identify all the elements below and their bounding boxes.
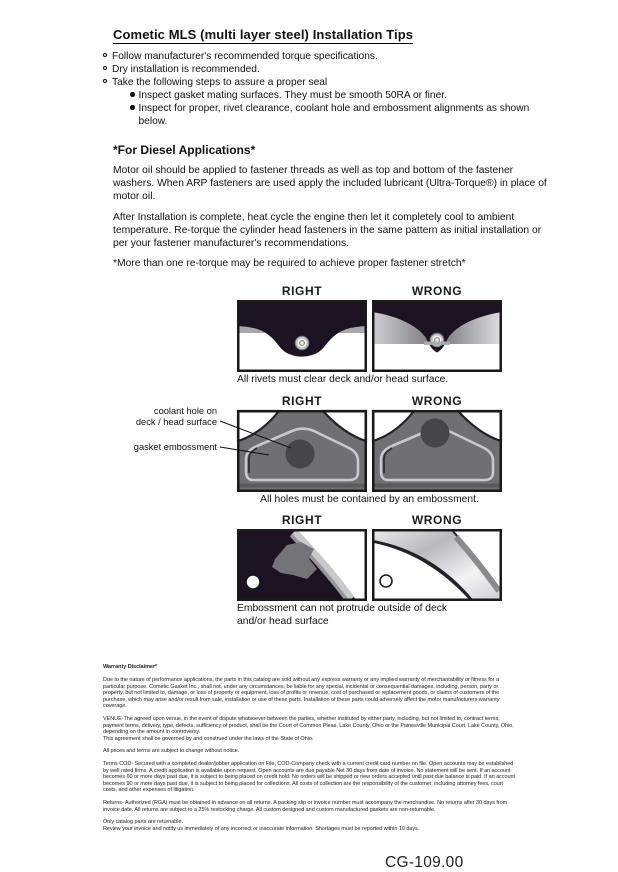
legal-paragraph: Terms COD- Secured with a completed dealer/jobber application on File, COD-Company check with a current credit card number on file. Open accounts may be established by well rated firms. A credit application is available upon request. Open accounts are due payable Net 30 days from date of invoice. No statement will be sent. If an account becomes 60 or more days past due, it is subject to being placed on credit hold. No orders will be shipped or new orders accepted until past due balance is paid. If an account becomes 90 or more days past due, it is subject to being placed for collections. All costs of collection are the responsibility of the customer, including attorney fees, court costs, and other expenses of litigation. <box>103 760 515 794</box>
diagram-section <box>103 284 515 628</box>
diagram-row-rivets <box>103 284 515 387</box>
bullet-circle-icon <box>103 66 107 70</box>
hole-wrong-diagram <box>372 410 502 492</box>
legal-paragraph: Only catalog parts are returnable. <box>103 819 183 826</box>
list-item <box>103 50 555 63</box>
rivet-right-diagram <box>237 300 367 372</box>
hole-right-diagram <box>237 410 367 492</box>
wrong-label: WRONG <box>411 513 463 528</box>
bullet-circle-icon <box>103 79 107 83</box>
section-heading: *For Diesel Applications* <box>113 143 256 157</box>
diagram-labels <box>237 513 502 527</box>
list-item <box>130 102 555 128</box>
wrong-label: WRONG <box>411 284 463 299</box>
diagram-caption: All rivets must clear deck and/or head surface. <box>237 374 449 386</box>
tip-text: Take the following steps to assure a proper seal <box>112 77 328 88</box>
legal-paragraph: All prices and terms are subject to change without notice. <box>103 748 240 755</box>
warranty-disclaimer-section <box>103 664 518 832</box>
legal-paragraph: Due to the nature of performance applications, the parts in this catalog are sold without any express warranty or any implied warranty of merchantability or fitness for a particular purpose. Cometic Gasket Inc., shall not, under any circumstances, be liable for any special, incidental or consequential damages, including, person, party or property, but not limited to, damage, or loss of property or equipment, loss of profits or revenue, cost of purchased or replacement goods, or claims of customers of the purchase, which may arise and/or result from sale, installation or use of these parts. Installation of these parts could adversely affect the motor manufacturers warranty coverage. <box>103 677 500 710</box>
wrong-label: WRONG <box>411 393 463 408</box>
right-label: RIGHT <box>281 284 323 299</box>
list-item <box>103 76 555 89</box>
legal-paragraph: Review your invoice and notify us immediately of any incorrect or inaccurate information. Shortages must be reported within 10 days. <box>103 825 420 832</box>
diagram-pair <box>237 410 515 492</box>
paragraph: After Installation is complete, heat cycle the engine then let it completely cool to ambient temperature. Re-torque the cylinder head fasteners in the same pattern as initial installation or per your fastener manufacturer's recommendations. <box>113 211 542 250</box>
protrusion-wrong-diagram <box>372 529 502 601</box>
bullet-circle-icon <box>103 53 107 57</box>
protrusion-right-diagram <box>237 529 367 601</box>
list-item <box>130 89 555 102</box>
legal-paragraph: Returns- Authorized (RGA) must be obtained in advance on all returns. A packing slip or invoice number must accompany the merchandise. No returns after 30 days from invoice date. All returns are subject to a 25% restocking charge. All custom designed and custom manufactured gaskets are non-returnable. <box>103 799 508 813</box>
diagram-caption: All holes must be contained by an embossment. <box>260 493 479 505</box>
legal-paragraph: This agreement shall be governed by and construed under the laws of the State of Ohio. <box>103 735 314 742</box>
diagram-labels <box>237 284 502 298</box>
legal-paragraph: VENUE-The agreed upon venue, in the event of dispute whatsoever between the parties, whether instituted by either party, including, but not limited to, contract terms, payment terms, delivery, type, defects, sufficiency of product, shall be the Court of Common Pleas, Lake County, Ohio or the Painesville Municipal Court, Lake County, Ohio, depending on the amount in controversy. <box>103 715 514 736</box>
installation-tips-list <box>103 50 555 128</box>
legal-heading: Warranty Disclaimer* <box>103 664 158 671</box>
paragraph: *More than one re-torque may be required to achieve proper fastener stretch* <box>113 258 466 270</box>
tip-text: Inspect for proper, rivet clearance, coolant hole and embossment alignments as shown below. <box>138 103 530 127</box>
tip-text: Follow manufacturer's recommended torque specifications. <box>112 51 378 62</box>
rivet-wrong-diagram <box>372 300 502 372</box>
coolant-hole-annotation: coolant hole on deck / head surface <box>135 405 217 427</box>
bullet-dot-icon <box>130 105 135 110</box>
bullet-dot-icon <box>130 92 135 97</box>
diagram-row-holes <box>103 394 515 507</box>
diagram-caption: Embossment can not protrude outside of deck and/or head surface <box>237 603 448 627</box>
page-number: CG-109.00 <box>385 854 464 872</box>
list-item <box>103 63 555 76</box>
tip-text: Inspect gasket mating surfaces. They must be smooth 50RA or finer. <box>138 90 447 101</box>
right-label: RIGHT <box>281 393 323 408</box>
diagram-pair <box>237 529 515 601</box>
diagram-labels <box>237 394 502 408</box>
page-title: Cometic MLS (multi layer steel) Installation Tips <box>113 27 414 42</box>
tip-text: Dry installation is recommended. <box>112 64 260 75</box>
diagram-row-protrusion <box>103 513 515 628</box>
paragraph: Motor oil should be applied to fastener threads as well as top and bottom of the fastener washers. When ARP fasteners are used apply the included lubricant (Ultra-Torque®) in place of motor oil. <box>113 165 547 203</box>
right-label: RIGHT <box>281 513 323 528</box>
gasket-embossment-annotation: gasket embossment <box>133 441 217 452</box>
diesel-applications-section <box>113 143 555 270</box>
diagram-pair <box>237 300 515 372</box>
